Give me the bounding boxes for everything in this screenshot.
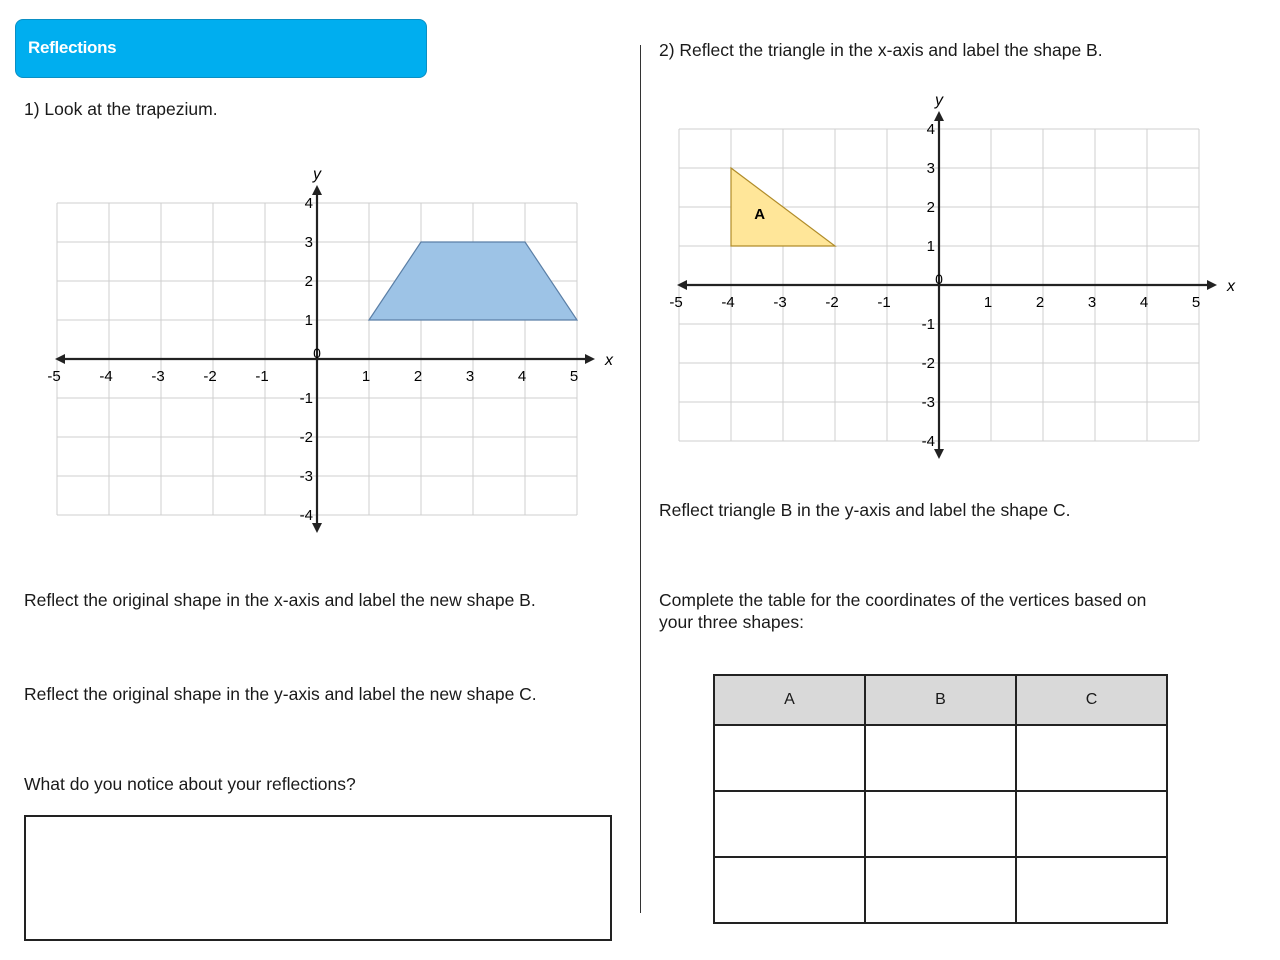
page-title: Reflections (28, 38, 117, 57)
x-tick-label: 1 (361, 368, 371, 385)
q2-heading: 2) Reflect the triangle in the x-axis and label the shape B. (659, 40, 1103, 60)
table-header-a: A (714, 675, 865, 725)
origin-label: 0 (935, 271, 943, 287)
y-axis-label: y (313, 166, 321, 183)
q2-table-prompt-line1: Complete the table for the coordinates of the vertices based on (659, 590, 1147, 610)
y-tick-label: -3 (921, 394, 935, 411)
x-tick-label: 5 (569, 368, 579, 385)
table-cell[interactable] (1016, 791, 1167, 857)
y-tick-label: -2 (299, 429, 313, 446)
table-cell[interactable] (865, 725, 1016, 791)
y-tick-label: -1 (299, 390, 313, 407)
origin-label: 0 (313, 345, 321, 361)
x-tick-label: 4 (1139, 294, 1149, 311)
y-tick-label: 2 (926, 199, 935, 216)
y-tick-label: 4 (304, 195, 313, 212)
x-tick-label: 3 (465, 368, 475, 385)
notice-answer-box[interactable] (24, 815, 612, 941)
table-cell[interactable] (714, 725, 865, 791)
table-cell[interactable] (714, 857, 865, 923)
table-header-row (714, 675, 1167, 725)
shape-label: A (754, 206, 766, 223)
y-tick-label: -2 (921, 355, 935, 372)
table-cell[interactable] (1016, 857, 1167, 923)
x-tick-label: 1 (983, 294, 993, 311)
y-tick-label: -3 (299, 468, 313, 485)
y-tick-label: -1 (921, 316, 935, 333)
x-tick-label: -3 (773, 294, 787, 311)
y-axis-arrow-down (312, 523, 322, 533)
x-tick-label: -5 (669, 294, 683, 311)
x-tick-label: 2 (413, 368, 423, 385)
y-axis-arrow-down (934, 449, 944, 459)
y-tick-label: 4 (926, 121, 935, 138)
table-cell[interactable] (865, 857, 1016, 923)
x-tick-label: -3 (151, 368, 165, 385)
q1-instruction-x: Reflect the original shape in the x-axis and label the new shape B. (24, 590, 536, 610)
x-tick-label: -4 (721, 294, 735, 311)
x-tick-label: 5 (1191, 294, 1201, 311)
y-tick-label: -4 (921, 433, 935, 450)
y-tick-label: 1 (926, 238, 935, 255)
x-axis-label: x (1227, 278, 1235, 295)
x-tick-label: -4 (99, 368, 113, 385)
x-tick-label: -1 (255, 368, 269, 385)
q1-heading: 1) Look at the trapezium. (24, 99, 218, 119)
q1-notice-prompt: What do you notice about your reflections? (24, 774, 356, 794)
y-axis-arrow-up (934, 111, 944, 121)
q2-table-prompt-line2: your three shapes: (659, 612, 804, 632)
x-tick-label: -2 (203, 368, 217, 385)
table-row (714, 725, 1167, 791)
coordinates-table (713, 674, 1168, 924)
y-tick-label: 2 (304, 273, 313, 290)
table-row (714, 791, 1167, 857)
table-header-c: C (1016, 675, 1167, 725)
x-tick-label: -1 (877, 294, 891, 311)
table-cell[interactable] (714, 791, 865, 857)
x-axis-arrow-right (1207, 280, 1217, 290)
table-cell[interactable] (865, 791, 1016, 857)
q2-instruction-y: Reflect triangle B in the y-axis and label the shape C. (659, 500, 1071, 520)
y-tick-label: 3 (926, 160, 935, 177)
x-tick-label: -5 (47, 368, 61, 385)
table-cell[interactable] (1016, 725, 1167, 791)
table-row (714, 857, 1167, 923)
x-axis-label: x (605, 352, 613, 369)
y-tick-label: 1 (304, 312, 313, 329)
y-tick-label: 3 (304, 234, 313, 251)
y-axis-label: y (935, 92, 943, 109)
q1-instruction-y: Reflect the original shape in the y-axis and label the new shape C. (24, 684, 537, 704)
y-tick-label: -4 (299, 507, 313, 524)
x-tick-label: 4 (517, 368, 527, 385)
x-tick-label: 2 (1035, 294, 1045, 311)
x-tick-label: 3 (1087, 294, 1097, 311)
table-header-b: B (865, 675, 1016, 725)
x-tick-label: -2 (825, 294, 839, 311)
